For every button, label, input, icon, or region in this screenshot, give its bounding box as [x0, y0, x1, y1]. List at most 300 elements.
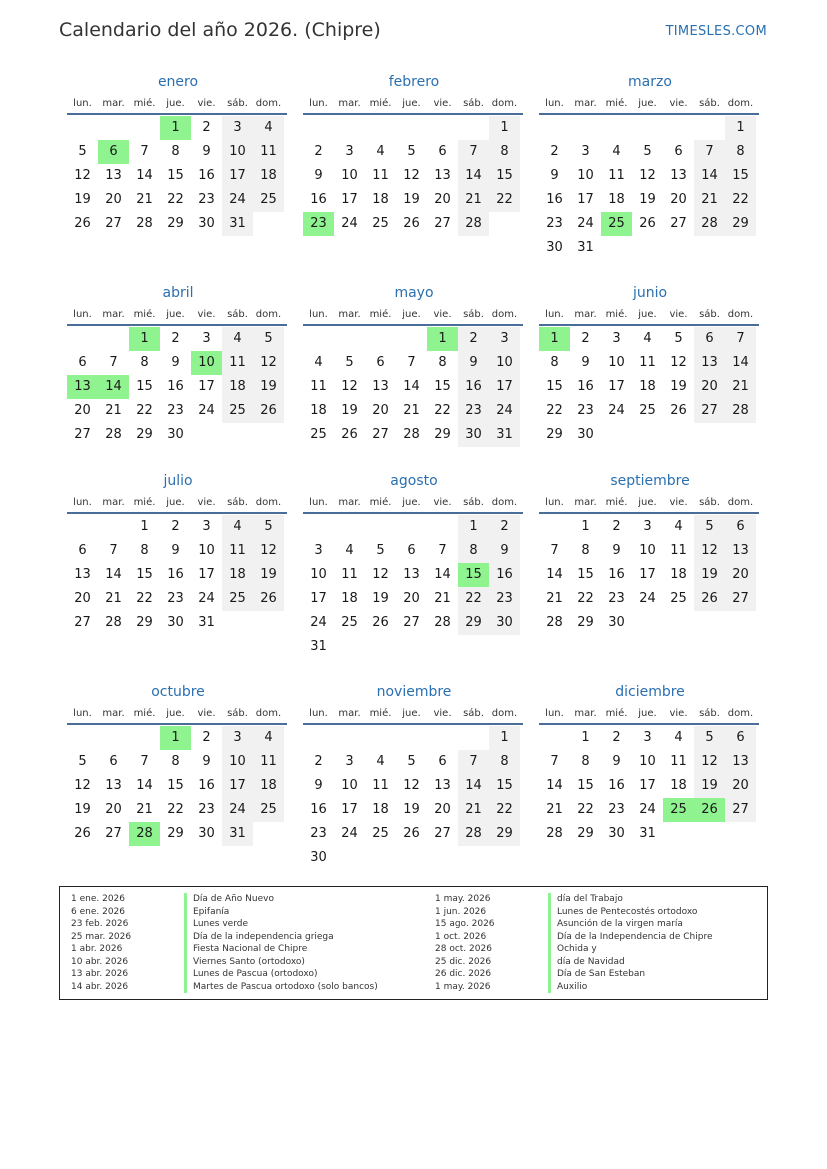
- holiday-marker: [548, 893, 551, 906]
- day-cell: 6: [407, 543, 416, 558]
- month-name: octubre: [151, 684, 205, 700]
- holiday-day: 25: [663, 798, 694, 822]
- day-cell: 11: [639, 355, 656, 370]
- day-cell: 22: [167, 802, 184, 817]
- day-cell: 18: [341, 591, 358, 606]
- day-cell: 21: [694, 188, 725, 212]
- day-cell: 12: [253, 539, 284, 563]
- day-cell: 30: [310, 850, 327, 865]
- day-cell: 16: [458, 375, 489, 399]
- day-cell: 22: [434, 403, 451, 418]
- day-cell: 27: [694, 399, 725, 423]
- day-cell: 5: [376, 543, 385, 558]
- weekday-label: vie.: [669, 98, 688, 109]
- day-cell: 18: [253, 774, 284, 798]
- day-cell: 7: [140, 754, 149, 769]
- day-grid: [539, 116, 759, 260]
- day-cell: 5: [674, 331, 683, 346]
- day-cell: 30: [608, 826, 625, 841]
- empty-cell: [98, 515, 129, 539]
- day-cell: 8: [438, 355, 447, 370]
- day-cell: 20: [105, 802, 122, 817]
- day-cell: 28: [725, 399, 756, 423]
- day-cell: 21: [136, 802, 153, 817]
- day-cell: 3: [222, 726, 253, 750]
- holiday-name: Martes de Pascua ortodoxo (solo bancos): [193, 981, 378, 992]
- weekday-label: lun.: [309, 497, 328, 508]
- day-cell: 6: [694, 327, 725, 351]
- day-cell: 12: [694, 750, 725, 774]
- day-cell: 24: [198, 591, 215, 606]
- day-cell: 4: [253, 116, 284, 140]
- day-grid: [67, 116, 287, 236]
- day-cell: 25: [372, 826, 389, 841]
- weekday-label: jue.: [166, 497, 185, 508]
- day-cell: 27: [403, 615, 420, 630]
- day-cell: 2: [612, 519, 621, 534]
- day-cell: 16: [489, 563, 520, 587]
- day-cell: 24: [639, 802, 656, 817]
- weekday-label: dom.: [727, 497, 754, 508]
- weekday-label: mar.: [338, 309, 361, 320]
- holiday-date: 25 dic. 2026: [435, 956, 492, 967]
- holiday-day: 28: [129, 822, 160, 846]
- day-cell: 19: [403, 802, 420, 817]
- day-cell: 12: [341, 379, 358, 394]
- holiday-name: Día de la independencia griega: [193, 931, 334, 942]
- day-cell: 6: [725, 726, 756, 750]
- holiday-marker: [548, 906, 551, 919]
- weekday-label: vie.: [197, 98, 216, 109]
- day-cell: 23: [167, 403, 184, 418]
- day-cell: 11: [253, 750, 284, 774]
- day-cell: 18: [639, 379, 656, 394]
- empty-cell: [427, 116, 458, 140]
- day-cell: 9: [581, 355, 590, 370]
- day-cell: 28: [434, 615, 451, 630]
- holiday-name: Lunes de Pascua (ortodoxo): [193, 969, 318, 979]
- weekday-label: jue.: [166, 708, 185, 719]
- day-cell: 24: [341, 826, 358, 841]
- day-cell: 13: [725, 539, 756, 563]
- page-title: Calendario del año 2026. (Chipre): [59, 19, 381, 41]
- day-cell: 8: [458, 539, 489, 563]
- weekday-label: jue.: [402, 309, 421, 320]
- day-cell: 13: [670, 168, 687, 183]
- day-cell: 14: [458, 164, 489, 188]
- day-cell: 7: [725, 327, 756, 351]
- day-cell: 15: [489, 774, 520, 798]
- weekday-label: dom.: [727, 708, 754, 719]
- day-cell: 10: [489, 351, 520, 375]
- holiday-marker: [184, 893, 187, 906]
- weekday-header: [539, 303, 759, 326]
- day-cell: 11: [310, 379, 327, 394]
- day-cell: 6: [376, 355, 385, 370]
- site-link[interactable]: TIMESLES.COM: [665, 24, 767, 39]
- empty-cell: [334, 726, 365, 750]
- day-cell: 11: [670, 543, 687, 558]
- day-grid: [303, 515, 523, 659]
- holiday-date: 1 abr. 2026: [71, 944, 123, 954]
- day-cell: 2: [581, 331, 590, 346]
- day-cell: 4: [674, 519, 683, 534]
- empty-cell: [365, 726, 396, 750]
- day-cell: 3: [345, 144, 354, 159]
- empty-cell: [303, 327, 334, 351]
- day-cell: 15: [136, 379, 153, 394]
- day-cell: 20: [74, 591, 91, 606]
- weekday-header: [539, 491, 759, 514]
- month-enero: [67, 72, 289, 260]
- month-septiembre: [539, 471, 761, 659]
- day-cell: 1: [581, 730, 590, 745]
- day-cell: 23: [198, 802, 215, 817]
- day-cell: 4: [345, 543, 354, 558]
- weekday-label: jue.: [638, 309, 657, 320]
- day-cell: 4: [643, 331, 652, 346]
- day-cell: 14: [546, 778, 563, 793]
- day-cell: 31: [198, 615, 215, 630]
- day-cell: 15: [136, 567, 153, 582]
- weekday-label: mié.: [369, 98, 392, 109]
- day-cell: 23: [198, 192, 215, 207]
- day-cell: 22: [136, 591, 153, 606]
- day-cell: 11: [341, 567, 358, 582]
- day-cell: 8: [489, 750, 520, 774]
- weekday-label: jue.: [166, 309, 185, 320]
- day-grid: [67, 515, 287, 635]
- holiday-marker: [184, 956, 187, 969]
- day-cell: 1: [725, 116, 756, 140]
- day-cell: 12: [74, 168, 91, 183]
- day-cell: 24: [489, 399, 520, 423]
- day-cell: 24: [198, 403, 215, 418]
- day-cell: 5: [78, 144, 87, 159]
- day-cell: 23: [489, 587, 520, 611]
- day-cell: 30: [198, 216, 215, 231]
- weekday-label: lun.: [545, 98, 564, 109]
- day-cell: 16: [167, 567, 184, 582]
- holiday-date: 1 may. 2026: [435, 894, 491, 904]
- day-cell: 14: [136, 168, 153, 183]
- day-cell: 11: [372, 168, 389, 183]
- weekday-label: mar.: [102, 309, 125, 320]
- holiday-date: 10 abr. 2026: [71, 956, 129, 967]
- day-cell: 29: [167, 216, 184, 231]
- day-cell: 20: [105, 192, 122, 207]
- day-cell: 24: [639, 591, 656, 606]
- weekday-label: mié.: [133, 309, 156, 320]
- day-cell: 6: [78, 355, 87, 370]
- day-cell: 3: [314, 543, 323, 558]
- weekday-label: dom.: [491, 708, 518, 719]
- day-cell: 13: [434, 778, 451, 793]
- day-cell: 26: [341, 427, 358, 442]
- empty-cell: [334, 515, 365, 539]
- day-cell: 4: [222, 515, 253, 539]
- day-cell: 5: [78, 754, 87, 769]
- day-cell: 6: [438, 754, 447, 769]
- holiday-day: 13: [67, 375, 98, 399]
- holiday-day: 10: [191, 351, 222, 375]
- weekday-label: mar.: [102, 497, 125, 508]
- day-cell: 3: [643, 730, 652, 745]
- day-cell: 30: [167, 427, 184, 442]
- day-cell: 27: [434, 216, 451, 231]
- holiday-list-left: [71, 893, 378, 993]
- day-cell: 7: [109, 543, 118, 558]
- day-cell: 13: [105, 168, 122, 183]
- day-cell: 8: [171, 754, 180, 769]
- day-cell: 7: [140, 144, 149, 159]
- day-cell: 15: [489, 164, 520, 188]
- day-cell: 1: [140, 519, 149, 534]
- empty-cell: [67, 515, 98, 539]
- day-cell: 17: [198, 379, 215, 394]
- day-grid: [67, 726, 287, 846]
- holiday-marker: [548, 981, 551, 994]
- holiday-name: Día de la Independencia de Chipre: [557, 931, 713, 942]
- day-cell: 31: [222, 822, 253, 846]
- day-cell: 17: [489, 375, 520, 399]
- day-cell: 13: [372, 379, 389, 394]
- day-cell: 17: [341, 802, 358, 817]
- day-cell: 26: [694, 587, 725, 611]
- holiday-name: Día de Año Nuevo: [193, 894, 274, 904]
- holiday-entry: [71, 906, 378, 919]
- day-cell: 3: [489, 327, 520, 351]
- day-cell: 8: [171, 144, 180, 159]
- holiday-marker: [548, 968, 551, 981]
- empty-cell: [396, 327, 427, 351]
- month-name: noviembre: [376, 684, 452, 700]
- weekday-label: vie.: [433, 309, 452, 320]
- day-cell: 11: [253, 140, 284, 164]
- day-cell: 21: [546, 591, 563, 606]
- day-cell: 29: [489, 822, 520, 846]
- weekday-header: [67, 92, 287, 115]
- weekday-label: sáb.: [699, 98, 720, 109]
- holiday-name: Auxilio: [557, 981, 588, 992]
- weekday-header: [303, 491, 523, 514]
- empty-cell: [427, 515, 458, 539]
- day-cell: 14: [434, 567, 451, 582]
- day-cell: 24: [577, 216, 594, 231]
- day-cell: 29: [546, 427, 563, 442]
- month-junio: [539, 283, 761, 471]
- day-cell: 31: [577, 240, 594, 255]
- day-cell: 6: [109, 754, 118, 769]
- day-cell: 15: [577, 778, 594, 793]
- day-cell: 16: [577, 379, 594, 394]
- holiday-list-right: [435, 893, 713, 993]
- day-cell: 7: [438, 543, 447, 558]
- day-cell: 6: [725, 515, 756, 539]
- weekday-label: lun.: [73, 309, 92, 320]
- weekday-label: mar.: [338, 497, 361, 508]
- day-cell: 19: [74, 192, 91, 207]
- day-cell: 15: [167, 168, 184, 183]
- weekday-label: mié.: [133, 98, 156, 109]
- weekday-label: mié.: [605, 497, 628, 508]
- day-cell: 3: [612, 331, 621, 346]
- weekday-label: jue.: [638, 708, 657, 719]
- weekday-label: mié.: [605, 708, 628, 719]
- day-cell: 26: [74, 826, 91, 841]
- day-cell: 11: [222, 539, 253, 563]
- day-cell: 29: [136, 427, 153, 442]
- holiday-name: día de Navidad: [557, 956, 625, 967]
- day-cell: 13: [725, 750, 756, 774]
- day-cell: 9: [612, 754, 621, 769]
- weekday-label: dom.: [255, 309, 282, 320]
- day-cell: 12: [403, 778, 420, 793]
- weekday-label: sáb.: [463, 98, 484, 109]
- day-cell: 12: [403, 168, 420, 183]
- day-cell: 22: [458, 587, 489, 611]
- holiday-day: 15: [458, 563, 489, 587]
- weekday-label: sáb.: [227, 309, 248, 320]
- day-cell: 29: [458, 611, 489, 635]
- empty-cell: [632, 116, 663, 140]
- holiday-day: 1: [427, 327, 458, 351]
- day-grid: [303, 116, 523, 236]
- holiday-marker: [184, 918, 187, 931]
- day-cell: 30: [198, 826, 215, 841]
- day-cell: 17: [310, 591, 327, 606]
- day-cell: 2: [550, 144, 559, 159]
- day-cell: 5: [345, 355, 354, 370]
- day-cell: 18: [608, 192, 625, 207]
- day-cell: 19: [403, 192, 420, 207]
- day-cell: 21: [458, 798, 489, 822]
- day-cell: 20: [670, 192, 687, 207]
- day-cell: 7: [407, 355, 416, 370]
- day-cell: 18: [222, 563, 253, 587]
- holiday-day: 1: [129, 327, 160, 351]
- empty-cell: [663, 116, 694, 140]
- day-cell: 21: [403, 403, 420, 418]
- day-cell: 14: [694, 164, 725, 188]
- month-name: febrero: [388, 74, 440, 90]
- weekday-label: jue.: [638, 497, 657, 508]
- empty-cell: [539, 726, 570, 750]
- day-cell: 20: [403, 591, 420, 606]
- day-cell: 30: [167, 615, 184, 630]
- day-cell: 2: [202, 730, 211, 745]
- day-cell: 5: [694, 726, 725, 750]
- day-cell: 10: [341, 778, 358, 793]
- day-cell: 7: [550, 754, 559, 769]
- day-cell: 16: [310, 802, 327, 817]
- day-cell: 30: [489, 611, 520, 635]
- day-cell: 5: [407, 144, 416, 159]
- weekday-header: [539, 92, 759, 115]
- empty-cell: [67, 116, 98, 140]
- month-name: agosto: [390, 473, 438, 489]
- holiday-entry: [71, 893, 378, 906]
- day-cell: 16: [608, 778, 625, 793]
- day-cell: 20: [434, 802, 451, 817]
- day-cell: 10: [577, 168, 594, 183]
- day-cell: 13: [694, 351, 725, 375]
- day-cell: 12: [639, 168, 656, 183]
- day-cell: 30: [608, 615, 625, 630]
- day-cell: 26: [253, 399, 284, 423]
- holiday-entry: [435, 956, 713, 969]
- holiday-date: 28 oct. 2026: [435, 944, 492, 954]
- day-cell: 29: [434, 427, 451, 442]
- weekday-label: dom.: [491, 497, 518, 508]
- day-cell: 3: [581, 144, 590, 159]
- weekday-label: mar.: [338, 98, 361, 109]
- day-cell: 27: [434, 826, 451, 841]
- day-cell: 23: [608, 591, 625, 606]
- day-cell: 5: [253, 327, 284, 351]
- holiday-name: Lunes de Pentecostés ortodoxo: [557, 906, 698, 917]
- weekday-label: dom.: [255, 98, 282, 109]
- day-cell: 29: [167, 826, 184, 841]
- day-cell: 19: [74, 802, 91, 817]
- day-grid: [539, 515, 759, 635]
- weekday-label: mar.: [102, 98, 125, 109]
- day-cell: 21: [136, 192, 153, 207]
- day-cell: 9: [171, 355, 180, 370]
- holiday-name: Ochida y: [557, 944, 597, 954]
- month-agosto: [303, 471, 525, 682]
- day-cell: 6: [438, 144, 447, 159]
- day-cell: 9: [612, 543, 621, 558]
- day-cell: 29: [577, 826, 594, 841]
- day-cell: 17: [222, 774, 253, 798]
- day-cell: 15: [546, 379, 563, 394]
- weekday-label: mié.: [605, 309, 628, 320]
- day-cell: 13: [105, 778, 122, 793]
- day-cell: 28: [458, 822, 489, 846]
- day-cell: 26: [372, 615, 389, 630]
- day-cell: 19: [253, 375, 284, 399]
- day-cell: 7: [109, 355, 118, 370]
- day-cell: 20: [725, 563, 756, 587]
- day-cell: 17: [341, 192, 358, 207]
- day-cell: 30: [546, 240, 563, 255]
- day-cell: 7: [694, 140, 725, 164]
- day-cell: 1: [581, 519, 590, 534]
- day-cell: 16: [546, 192, 563, 207]
- empty-cell: [303, 116, 334, 140]
- day-cell: 26: [253, 587, 284, 611]
- day-cell: 7: [458, 750, 489, 774]
- weekday-label: vie.: [197, 309, 216, 320]
- day-cell: 25: [222, 399, 253, 423]
- holiday-date: 1 oct. 2026: [435, 931, 487, 942]
- day-cell: 16: [310, 192, 327, 207]
- day-cell: 29: [136, 615, 153, 630]
- weekday-label: lun.: [309, 98, 328, 109]
- empty-cell: [396, 116, 427, 140]
- day-cell: 25: [310, 427, 327, 442]
- day-cell: 28: [136, 216, 153, 231]
- day-cell: 25: [253, 798, 284, 822]
- day-cell: 9: [489, 539, 520, 563]
- holiday-date: 6 ene. 2026: [71, 906, 125, 917]
- day-grid: [539, 327, 759, 447]
- holiday-day: 25: [601, 212, 632, 236]
- day-cell: 8: [140, 543, 149, 558]
- month-name: septiembre: [610, 473, 690, 489]
- day-cell: 3: [202, 519, 211, 534]
